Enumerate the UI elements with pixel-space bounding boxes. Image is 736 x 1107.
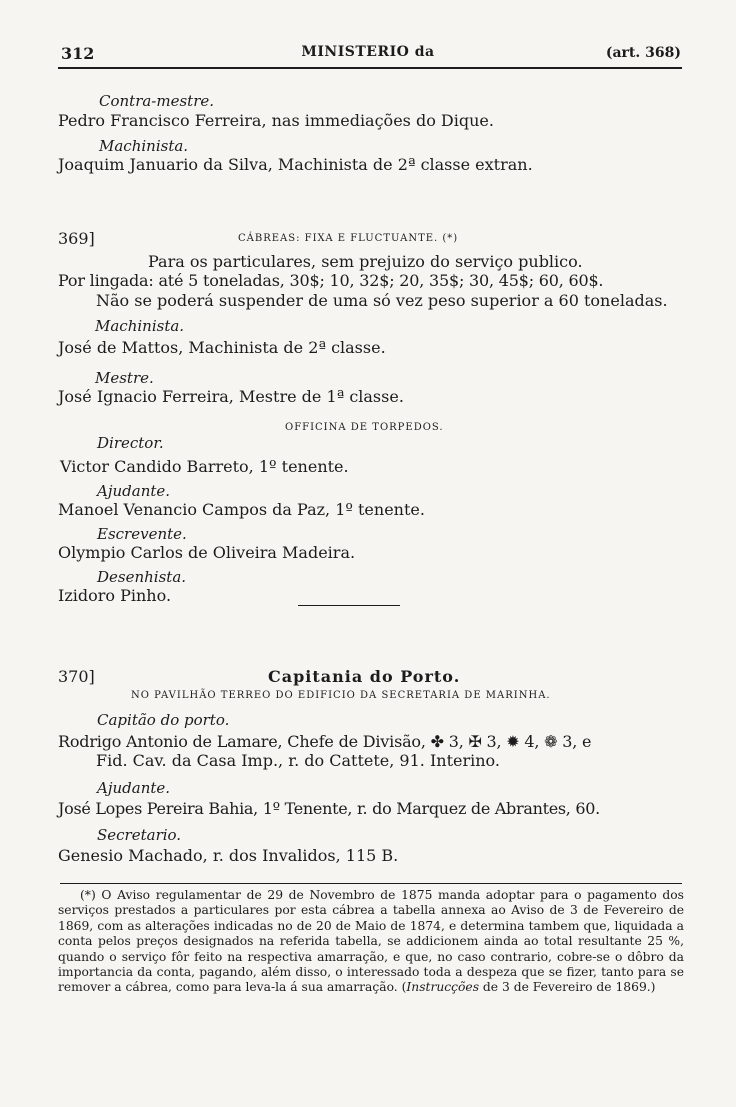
section-370-title: Capitania do Porto. xyxy=(268,667,461,686)
article-reference: (art. 368) xyxy=(605,45,681,61)
machinista-369-name: José de Mattos, Machinista de 2ª classe. xyxy=(58,338,386,357)
capitao-line2: Fid. Cav. da Casa Imp., r. do Cattete, 91. Interino. xyxy=(96,751,500,770)
ajudante-369-name: Manoel Venancio Campos da Paz, 1º tenente. xyxy=(58,500,425,519)
director-name: Victor Candido Barreto, 1º tenente. xyxy=(60,457,349,476)
escrevente-label: Escrevente. xyxy=(97,525,187,543)
machinista-name: Joaquim Januario da Silva, Machinista de 2ª classe extran. xyxy=(58,155,533,174)
footnote-rule xyxy=(60,883,682,884)
section-369-heading: CÁBREAS: FIXA E FLUCTUANTE. (*) xyxy=(238,233,459,244)
section-369-line1: Para os particulares, sem prejuizo do serviço publico. xyxy=(148,252,583,271)
footnote-text-end: de 3 de Fevereiro de 1869.) xyxy=(479,980,656,995)
section-divider xyxy=(298,605,400,606)
footnote xyxy=(58,888,684,996)
desenhista-label: Desenhista. xyxy=(97,568,187,586)
secretario-label: Secretario. xyxy=(97,826,182,844)
section-369-number: 369] xyxy=(58,229,95,248)
section-369-line3: Não se poderá suspender de uma só vez peso superior a 60 toneladas. xyxy=(96,291,668,310)
running-title: MINISTERIO da xyxy=(301,44,435,60)
ajudante-370-label: Ajudante. xyxy=(97,779,171,797)
officina-heading: OFFICINA DE TORPEDOS. xyxy=(285,422,444,433)
contra-mestre-label: Contra-mestre. xyxy=(99,92,215,110)
mestre-name: José Ignacio Ferreira, Mestre de 1ª classe. xyxy=(58,387,404,406)
machinista-label: Machinista. xyxy=(99,137,189,155)
escrevente-name: Olympio Carlos de Oliveira Madeira. xyxy=(58,543,356,562)
page-number: 312 xyxy=(61,44,95,63)
capitao-label: Capitão do porto. xyxy=(97,711,230,729)
section-370-subtitle: NO PAVILHÃO TERREO DO EDIFICIO DA SECRETARIA DE MARINHA. xyxy=(131,690,551,701)
contra-mestre-name: Pedro Francisco Ferreira, nas immediações do Dique. xyxy=(58,111,494,130)
header-rule xyxy=(58,67,682,69)
director-label: Director. xyxy=(97,434,164,452)
section-369-tariff-line: Por lingada: até 5 toneladas, 30$; 10, 32$; 20, 35$; 30, 45$; 60, 60$. xyxy=(58,271,604,290)
desenhista-name: Izidoro Pinho. xyxy=(58,586,172,605)
machinista-369-label: Machinista. xyxy=(95,317,185,335)
secretario-name: Genesio Machado, r. dos Invalidos, 115 B. xyxy=(58,846,399,865)
footnote-italic: Instrucções xyxy=(406,980,480,995)
section-370-number: 370] xyxy=(58,667,95,686)
footnote-text: (*) O Aviso regulamentar de 29 de Novembro de 1875 manda adoptar para o pagamento dos serviços prestados a particulares por esta cábrea a tabella annexa ao Aviso de 3 de Fevereiro de 1869, com as alterações indicadas no de 20 de Maio de 1874, e determina tambem que, liquidada a conta pelos preços designados na referida tabella, se addicionem ainda ao total resultante 25 %, quando o serviço fôr feito na respectiva amarração, e que, no caso contrario, cobre-se o dôbro da importancia da conta, pagando, além disso, o interessado toda a despeza que se fizer, tanto para se remover a cábrea, como para leva-la á sua amarração. ( xyxy=(58,888,684,995)
capitao-line1: Rodrigo Antonio de Lamare, Chefe de Divisão, ✤ 3, ✠ 3, ✹ 4, ❁ 3, e xyxy=(58,732,592,751)
ajudante-370-name: José Lopes Pereira Bahia, 1º Tenente, r. do Marquez de Abrantes, 60. xyxy=(58,799,600,818)
mestre-label: Mestre. xyxy=(95,369,154,387)
ajudante-369-label: Ajudante. xyxy=(97,482,171,500)
